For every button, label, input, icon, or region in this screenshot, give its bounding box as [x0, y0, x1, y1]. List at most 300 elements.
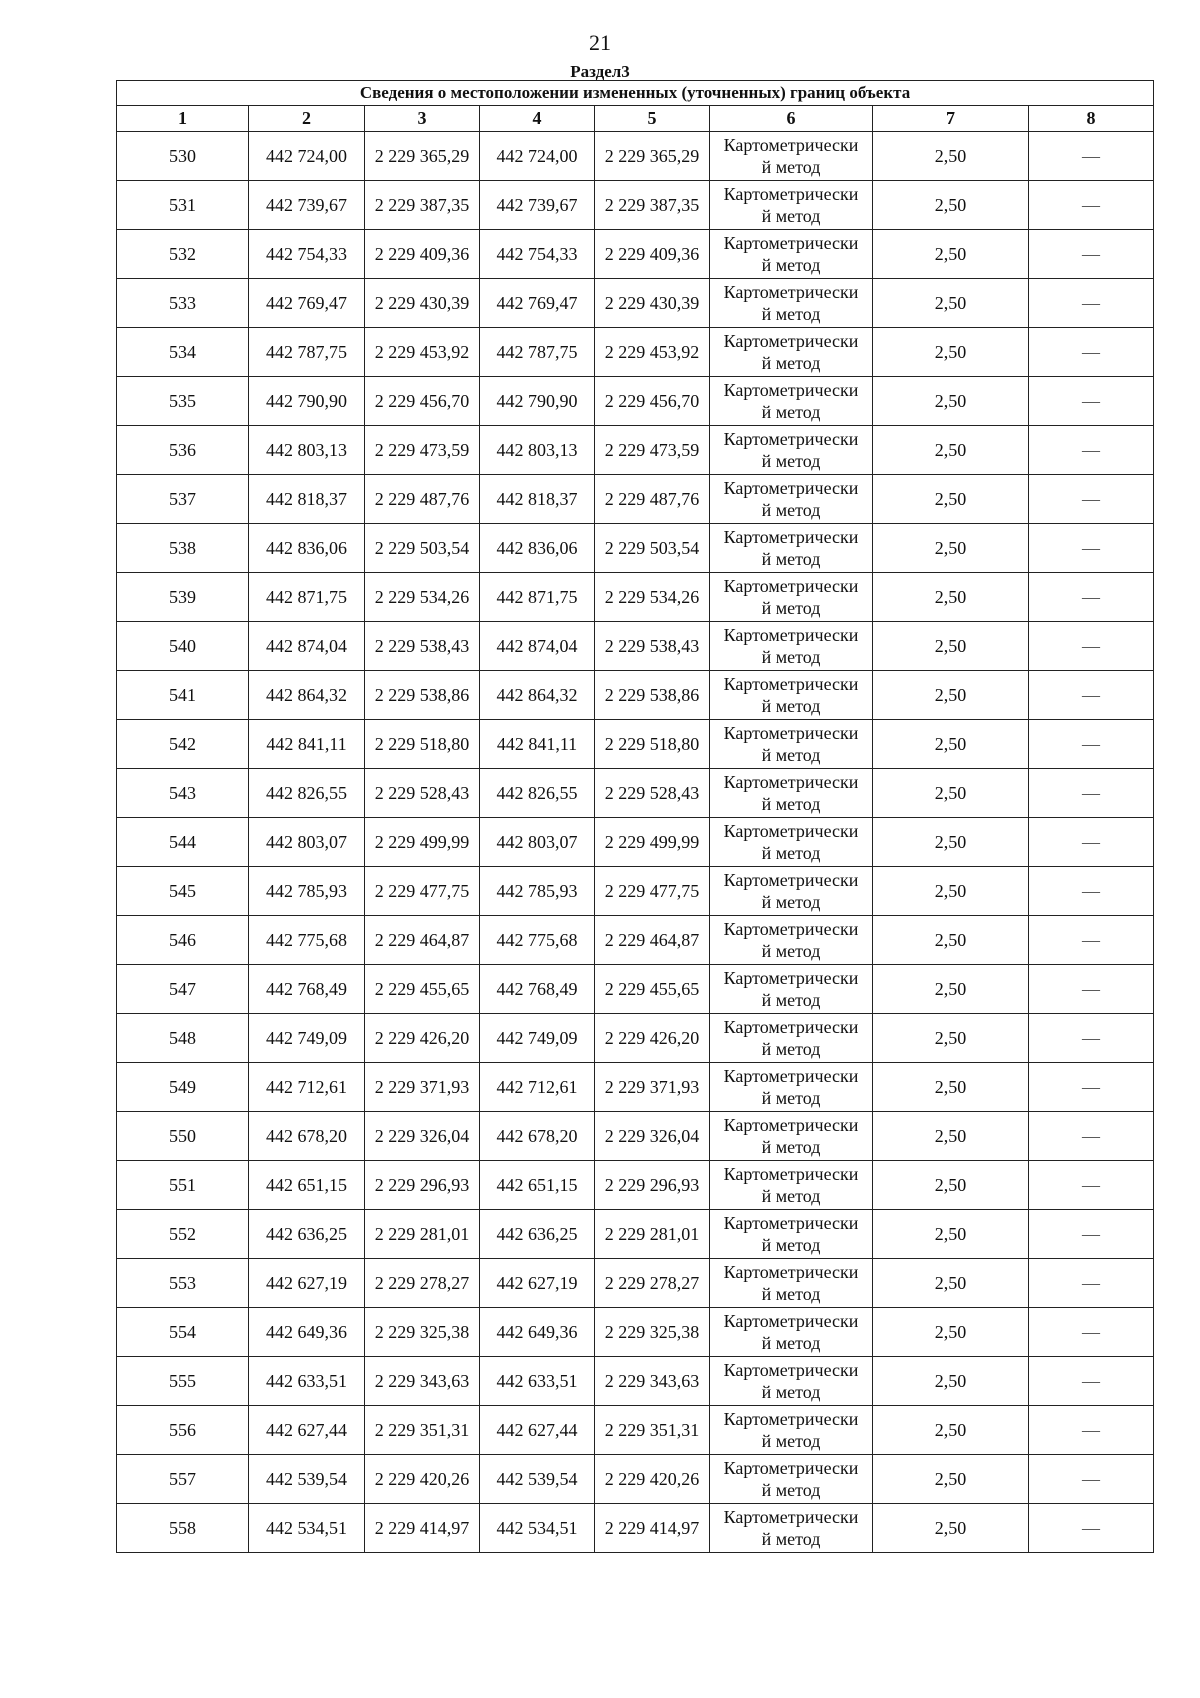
x-new-cell: 442 539,54: [480, 1455, 595, 1504]
x-old-cell: 442 636,25: [249, 1210, 365, 1259]
empty-cell: —: [1029, 1357, 1154, 1406]
column-header: 5: [595, 106, 710, 132]
y-new-cell: 2 229 343,63: [595, 1357, 710, 1406]
accuracy-cell: 2,50: [873, 181, 1029, 230]
method-line: й метод: [761, 1088, 821, 1108]
y-old-cell: 2 229 351,31: [365, 1406, 480, 1455]
accuracy-cell: 2,50: [873, 916, 1029, 965]
method-line: Картометрически: [723, 625, 859, 645]
accuracy-cell: 2,50: [873, 279, 1029, 328]
x-new-cell: 442 712,61: [480, 1063, 595, 1112]
point-number-cell: 540: [117, 622, 249, 671]
point-number-cell: 549: [117, 1063, 249, 1112]
empty-cell: —: [1029, 328, 1154, 377]
table-row: [117, 1504, 1154, 1553]
method-line: й метод: [761, 402, 821, 422]
method-cell: [710, 1455, 873, 1504]
method-line: Картометрически: [723, 870, 859, 890]
y-old-cell: 2 229 538,43: [365, 622, 480, 671]
table-caption: Сведения о местоположении измененных (уточненных) границ объекта: [117, 81, 1154, 106]
table-row: [117, 230, 1154, 279]
table-row: [117, 1063, 1154, 1112]
x-new-cell: 442 874,04: [480, 622, 595, 671]
method-line: й метод: [761, 206, 821, 226]
method-line: Картометрически: [723, 1311, 859, 1331]
method-cell: [710, 1406, 873, 1455]
x-old-cell: 442 836,06: [249, 524, 365, 573]
x-new-cell: 442 636,25: [480, 1210, 595, 1259]
point-number-cell: 551: [117, 1161, 249, 1210]
y-new-cell: 2 229 430,39: [595, 279, 710, 328]
x-old-cell: 442 633,51: [249, 1357, 365, 1406]
x-new-cell: 442 724,00: [480, 132, 595, 181]
x-old-cell: 442 864,32: [249, 671, 365, 720]
table-row: [117, 867, 1154, 916]
table-row: [117, 1210, 1154, 1259]
point-number-cell: 557: [117, 1455, 249, 1504]
accuracy-cell: 2,50: [873, 1308, 1029, 1357]
x-new-cell: 442 841,11: [480, 720, 595, 769]
method-line: Картометрически: [723, 1164, 859, 1184]
method-cell: [710, 524, 873, 573]
method-cell: [710, 230, 873, 279]
empty-cell: —: [1029, 1161, 1154, 1210]
y-old-cell: 2 229 325,38: [365, 1308, 480, 1357]
method-line: Картометрически: [723, 478, 859, 498]
x-new-cell: 442 803,13: [480, 426, 595, 475]
table-row: [117, 1455, 1154, 1504]
method-line: Картометрически: [723, 282, 859, 302]
x-old-cell: 442 818,37: [249, 475, 365, 524]
empty-cell: —: [1029, 1112, 1154, 1161]
x-new-cell: 442 749,09: [480, 1014, 595, 1063]
point-number-cell: 532: [117, 230, 249, 279]
y-new-cell: 2 229 365,29: [595, 132, 710, 181]
point-number-cell: 545: [117, 867, 249, 916]
x-old-cell: 442 739,67: [249, 181, 365, 230]
x-old-cell: 442 678,20: [249, 1112, 365, 1161]
column-header: 2: [249, 106, 365, 132]
method-line: й метод: [761, 451, 821, 471]
point-number-cell: 552: [117, 1210, 249, 1259]
point-number-cell: 531: [117, 181, 249, 230]
accuracy-cell: 2,50: [873, 671, 1029, 720]
y-old-cell: 2 229 538,86: [365, 671, 480, 720]
method-cell: [710, 1259, 873, 1308]
method-line: Картометрически: [723, 1507, 859, 1527]
x-old-cell: 442 651,15: [249, 1161, 365, 1210]
y-new-cell: 2 229 487,76: [595, 475, 710, 524]
y-old-cell: 2 229 455,65: [365, 965, 480, 1014]
x-old-cell: 442 785,93: [249, 867, 365, 916]
x-new-cell: 442 769,47: [480, 279, 595, 328]
method-line: й метод: [761, 1039, 821, 1059]
y-old-cell: 2 229 464,87: [365, 916, 480, 965]
y-new-cell: 2 229 518,80: [595, 720, 710, 769]
accuracy-cell: 2,50: [873, 1161, 1029, 1210]
method-cell: [710, 769, 873, 818]
point-number-cell: 536: [117, 426, 249, 475]
table-caption-row: [117, 81, 1154, 106]
x-old-cell: 442 534,51: [249, 1504, 365, 1553]
y-new-cell: 2 229 426,20: [595, 1014, 710, 1063]
method-cell: [710, 279, 873, 328]
y-new-cell: 2 229 538,86: [595, 671, 710, 720]
empty-cell: —: [1029, 1210, 1154, 1259]
point-number-cell: 553: [117, 1259, 249, 1308]
x-old-cell: 442 627,44: [249, 1406, 365, 1455]
y-new-cell: 2 229 278,27: [595, 1259, 710, 1308]
x-old-cell: 442 874,04: [249, 622, 365, 671]
x-old-cell: 442 724,00: [249, 132, 365, 181]
x-new-cell: 442 785,93: [480, 867, 595, 916]
x-new-cell: 442 739,67: [480, 181, 595, 230]
method-line: й метод: [761, 794, 821, 814]
empty-cell: —: [1029, 573, 1154, 622]
method-line: Картометрически: [723, 576, 859, 596]
y-old-cell: 2 229 503,54: [365, 524, 480, 573]
accuracy-cell: 2,50: [873, 230, 1029, 279]
method-cell: [710, 1504, 873, 1553]
x-new-cell: 442 633,51: [480, 1357, 595, 1406]
section-title: Раздел3: [570, 62, 630, 81]
y-new-cell: 2 229 325,38: [595, 1308, 710, 1357]
y-old-cell: 2 229 477,75: [365, 867, 480, 916]
accuracy-cell: 2,50: [873, 1504, 1029, 1553]
method-cell: [710, 965, 873, 1014]
point-number-cell: 542: [117, 720, 249, 769]
method-line: й метод: [761, 843, 821, 863]
method-line: й метод: [761, 1333, 821, 1353]
y-new-cell: 2 229 281,01: [595, 1210, 710, 1259]
accuracy-cell: 2,50: [873, 573, 1029, 622]
method-line: Картометрически: [723, 1458, 859, 1478]
point-number-cell: 538: [117, 524, 249, 573]
y-old-cell: 2 229 487,76: [365, 475, 480, 524]
method-cell: [710, 328, 873, 377]
page-number: 21: [589, 30, 611, 55]
table-row: [117, 573, 1154, 622]
empty-cell: —: [1029, 671, 1154, 720]
y-old-cell: 2 229 326,04: [365, 1112, 480, 1161]
y-new-cell: 2 229 538,43: [595, 622, 710, 671]
table-row: [117, 1014, 1154, 1063]
method-line: й метод: [761, 304, 821, 324]
y-new-cell: 2 229 387,35: [595, 181, 710, 230]
empty-cell: —: [1029, 377, 1154, 426]
y-old-cell: 2 229 371,93: [365, 1063, 480, 1112]
method-line: й метод: [761, 696, 821, 716]
point-number-cell: 558: [117, 1504, 249, 1553]
empty-cell: —: [1029, 1014, 1154, 1063]
empty-cell: —: [1029, 1455, 1154, 1504]
point-number-cell: 555: [117, 1357, 249, 1406]
table-row: [117, 132, 1154, 181]
method-line: Картометрически: [723, 527, 859, 547]
method-line: Картометрически: [723, 233, 859, 253]
accuracy-cell: 2,50: [873, 132, 1029, 181]
table-row: [117, 279, 1154, 328]
y-new-cell: 2 229 503,54: [595, 524, 710, 573]
point-number-cell: 541: [117, 671, 249, 720]
method-line: Картометрически: [723, 135, 859, 155]
empty-cell: —: [1029, 769, 1154, 818]
column-header: 3: [365, 106, 480, 132]
y-new-cell: 2 229 455,65: [595, 965, 710, 1014]
method-cell: [710, 573, 873, 622]
y-old-cell: 2 229 456,70: [365, 377, 480, 426]
method-line: й метод: [761, 255, 821, 275]
x-new-cell: 442 787,75: [480, 328, 595, 377]
y-new-cell: 2 229 473,59: [595, 426, 710, 475]
table-row: [117, 1259, 1154, 1308]
point-number-cell: 539: [117, 573, 249, 622]
x-new-cell: 442 651,15: [480, 1161, 595, 1210]
method-line: й метод: [761, 892, 821, 912]
x-old-cell: 442 754,33: [249, 230, 365, 279]
y-new-cell: 2 229 296,93: [595, 1161, 710, 1210]
empty-cell: —: [1029, 475, 1154, 524]
table-row: [117, 916, 1154, 965]
x-old-cell: 442 803,07: [249, 818, 365, 867]
column-header: 8: [1029, 106, 1154, 132]
empty-cell: —: [1029, 867, 1154, 916]
column-header: 6: [710, 106, 873, 132]
method-line: й метод: [761, 941, 821, 961]
x-old-cell: 442 803,13: [249, 426, 365, 475]
table-row: [117, 1112, 1154, 1161]
method-cell: [710, 1112, 873, 1161]
x-old-cell: 442 539,54: [249, 1455, 365, 1504]
empty-cell: —: [1029, 181, 1154, 230]
y-old-cell: 2 229 499,99: [365, 818, 480, 867]
method-line: Картометрически: [723, 1409, 859, 1429]
x-new-cell: 442 768,49: [480, 965, 595, 1014]
y-old-cell: 2 229 426,20: [365, 1014, 480, 1063]
method-cell: [710, 671, 873, 720]
accuracy-cell: 2,50: [873, 426, 1029, 475]
method-line: Картометрически: [723, 1066, 859, 1086]
x-new-cell: 442 826,55: [480, 769, 595, 818]
empty-cell: —: [1029, 1063, 1154, 1112]
x-new-cell: 442 864,32: [480, 671, 595, 720]
accuracy-cell: 2,50: [873, 867, 1029, 916]
table-row: [117, 524, 1154, 573]
coordinates-table: [116, 80, 1154, 1553]
table-body: [117, 132, 1154, 1553]
empty-cell: —: [1029, 622, 1154, 671]
point-number-cell: 534: [117, 328, 249, 377]
accuracy-cell: 2,50: [873, 377, 1029, 426]
method-line: Картометрически: [723, 919, 859, 939]
accuracy-cell: 2,50: [873, 328, 1029, 377]
x-old-cell: 442 749,09: [249, 1014, 365, 1063]
method-cell: [710, 1063, 873, 1112]
x-old-cell: 442 826,55: [249, 769, 365, 818]
x-new-cell: 442 534,51: [480, 1504, 595, 1553]
method-cell: [710, 818, 873, 867]
x-new-cell: 442 871,75: [480, 573, 595, 622]
y-new-cell: 2 229 409,36: [595, 230, 710, 279]
x-new-cell: 442 836,06: [480, 524, 595, 573]
x-old-cell: 442 712,61: [249, 1063, 365, 1112]
y-new-cell: 2 229 420,26: [595, 1455, 710, 1504]
accuracy-cell: 2,50: [873, 818, 1029, 867]
y-old-cell: 2 229 414,97: [365, 1504, 480, 1553]
y-old-cell: 2 229 343,63: [365, 1357, 480, 1406]
y-old-cell: 2 229 365,29: [365, 132, 480, 181]
y-new-cell: 2 229 528,43: [595, 769, 710, 818]
y-old-cell: 2 229 409,36: [365, 230, 480, 279]
y-old-cell: 2 229 281,01: [365, 1210, 480, 1259]
point-number-cell: 546: [117, 916, 249, 965]
point-number-cell: 547: [117, 965, 249, 1014]
y-old-cell: 2 229 528,43: [365, 769, 480, 818]
method-line: й метод: [761, 549, 821, 569]
accuracy-cell: 2,50: [873, 1210, 1029, 1259]
point-number-cell: 530: [117, 132, 249, 181]
empty-cell: —: [1029, 965, 1154, 1014]
method-line: й метод: [761, 647, 821, 667]
table-row: [117, 1406, 1154, 1455]
method-line: Картометрически: [723, 1262, 859, 1282]
method-line: й метод: [761, 1235, 821, 1255]
empty-cell: —: [1029, 230, 1154, 279]
empty-cell: —: [1029, 1504, 1154, 1553]
method-cell: [710, 720, 873, 769]
empty-cell: —: [1029, 524, 1154, 573]
method-line: й метод: [761, 1480, 821, 1500]
y-new-cell: 2 229 477,75: [595, 867, 710, 916]
y-new-cell: 2 229 499,99: [595, 818, 710, 867]
method-line: й метод: [761, 1284, 821, 1304]
empty-cell: —: [1029, 720, 1154, 769]
x-old-cell: 442 775,68: [249, 916, 365, 965]
y-new-cell: 2 229 371,93: [595, 1063, 710, 1112]
x-old-cell: 442 627,19: [249, 1259, 365, 1308]
method-line: Картометрически: [723, 331, 859, 351]
accuracy-cell: 2,50: [873, 1406, 1029, 1455]
point-number-cell: 543: [117, 769, 249, 818]
accuracy-cell: 2,50: [873, 1259, 1029, 1308]
accuracy-cell: 2,50: [873, 769, 1029, 818]
y-new-cell: 2 229 456,70: [595, 377, 710, 426]
method-cell: [710, 622, 873, 671]
table-row: [117, 818, 1154, 867]
method-cell: [710, 426, 873, 475]
y-old-cell: 2 229 534,26: [365, 573, 480, 622]
empty-cell: —: [1029, 132, 1154, 181]
column-header: 7: [873, 106, 1029, 132]
y-old-cell: 2 229 278,27: [365, 1259, 480, 1308]
method-cell: [710, 916, 873, 965]
method-line: й метод: [761, 598, 821, 618]
table-row: [117, 1308, 1154, 1357]
table-row: [117, 475, 1154, 524]
method-line: Картометрически: [723, 184, 859, 204]
point-number-cell: 533: [117, 279, 249, 328]
accuracy-cell: 2,50: [873, 524, 1029, 573]
empty-cell: —: [1029, 426, 1154, 475]
accuracy-cell: 2,50: [873, 475, 1029, 524]
method-line: й метод: [761, 1137, 821, 1157]
y-new-cell: 2 229 464,87: [595, 916, 710, 965]
x-new-cell: 442 803,07: [480, 818, 595, 867]
column-header: 1: [117, 106, 249, 132]
y-new-cell: 2 229 414,97: [595, 1504, 710, 1553]
accuracy-cell: 2,50: [873, 622, 1029, 671]
y-old-cell: 2 229 453,92: [365, 328, 480, 377]
method-line: Картометрически: [723, 723, 859, 743]
table-row: [117, 1161, 1154, 1210]
method-cell: [710, 181, 873, 230]
method-line: й метод: [761, 1382, 821, 1402]
x-old-cell: 442 769,47: [249, 279, 365, 328]
table-row: [117, 769, 1154, 818]
method-line: Картометрически: [723, 1213, 859, 1233]
x-old-cell: 442 790,90: [249, 377, 365, 426]
x-old-cell: 442 841,11: [249, 720, 365, 769]
table-row: [117, 181, 1154, 230]
y-new-cell: 2 229 453,92: [595, 328, 710, 377]
method-cell: [710, 867, 873, 916]
method-cell: [710, 377, 873, 426]
x-old-cell: 442 768,49: [249, 965, 365, 1014]
method-cell: [710, 1210, 873, 1259]
y-old-cell: 2 229 420,26: [365, 1455, 480, 1504]
point-number-cell: 535: [117, 377, 249, 426]
point-number-cell: 537: [117, 475, 249, 524]
column-header-row: [117, 106, 1154, 132]
method-line: й метод: [761, 745, 821, 765]
empty-cell: —: [1029, 916, 1154, 965]
x-old-cell: 442 871,75: [249, 573, 365, 622]
x-old-cell: 442 649,36: [249, 1308, 365, 1357]
point-number-cell: 544: [117, 818, 249, 867]
y-new-cell: 2 229 326,04: [595, 1112, 710, 1161]
x-new-cell: 442 754,33: [480, 230, 595, 279]
empty-cell: —: [1029, 1308, 1154, 1357]
empty-cell: —: [1029, 1406, 1154, 1455]
x-new-cell: 442 649,36: [480, 1308, 595, 1357]
accuracy-cell: 2,50: [873, 1357, 1029, 1406]
table-row: [117, 377, 1154, 426]
method-line: Картометрически: [723, 772, 859, 792]
method-cell: [710, 1357, 873, 1406]
table-row: [117, 328, 1154, 377]
method-line: й метод: [761, 1431, 821, 1451]
column-header: 4: [480, 106, 595, 132]
point-number-cell: 550: [117, 1112, 249, 1161]
table-row: [117, 671, 1154, 720]
x-new-cell: 442 678,20: [480, 1112, 595, 1161]
method-line: й метод: [761, 1186, 821, 1206]
method-line: Картометрически: [723, 429, 859, 449]
x-new-cell: 442 627,44: [480, 1406, 595, 1455]
accuracy-cell: 2,50: [873, 1063, 1029, 1112]
table-row: [117, 622, 1154, 671]
point-number-cell: 554: [117, 1308, 249, 1357]
method-line: й метод: [761, 353, 821, 373]
x-new-cell: 442 790,90: [480, 377, 595, 426]
method-line: й метод: [761, 500, 821, 520]
method-cell: [710, 1161, 873, 1210]
y-old-cell: 2 229 296,93: [365, 1161, 480, 1210]
table-row: [117, 720, 1154, 769]
y-new-cell: 2 229 534,26: [595, 573, 710, 622]
x-old-cell: 442 787,75: [249, 328, 365, 377]
y-old-cell: 2 229 518,80: [365, 720, 480, 769]
